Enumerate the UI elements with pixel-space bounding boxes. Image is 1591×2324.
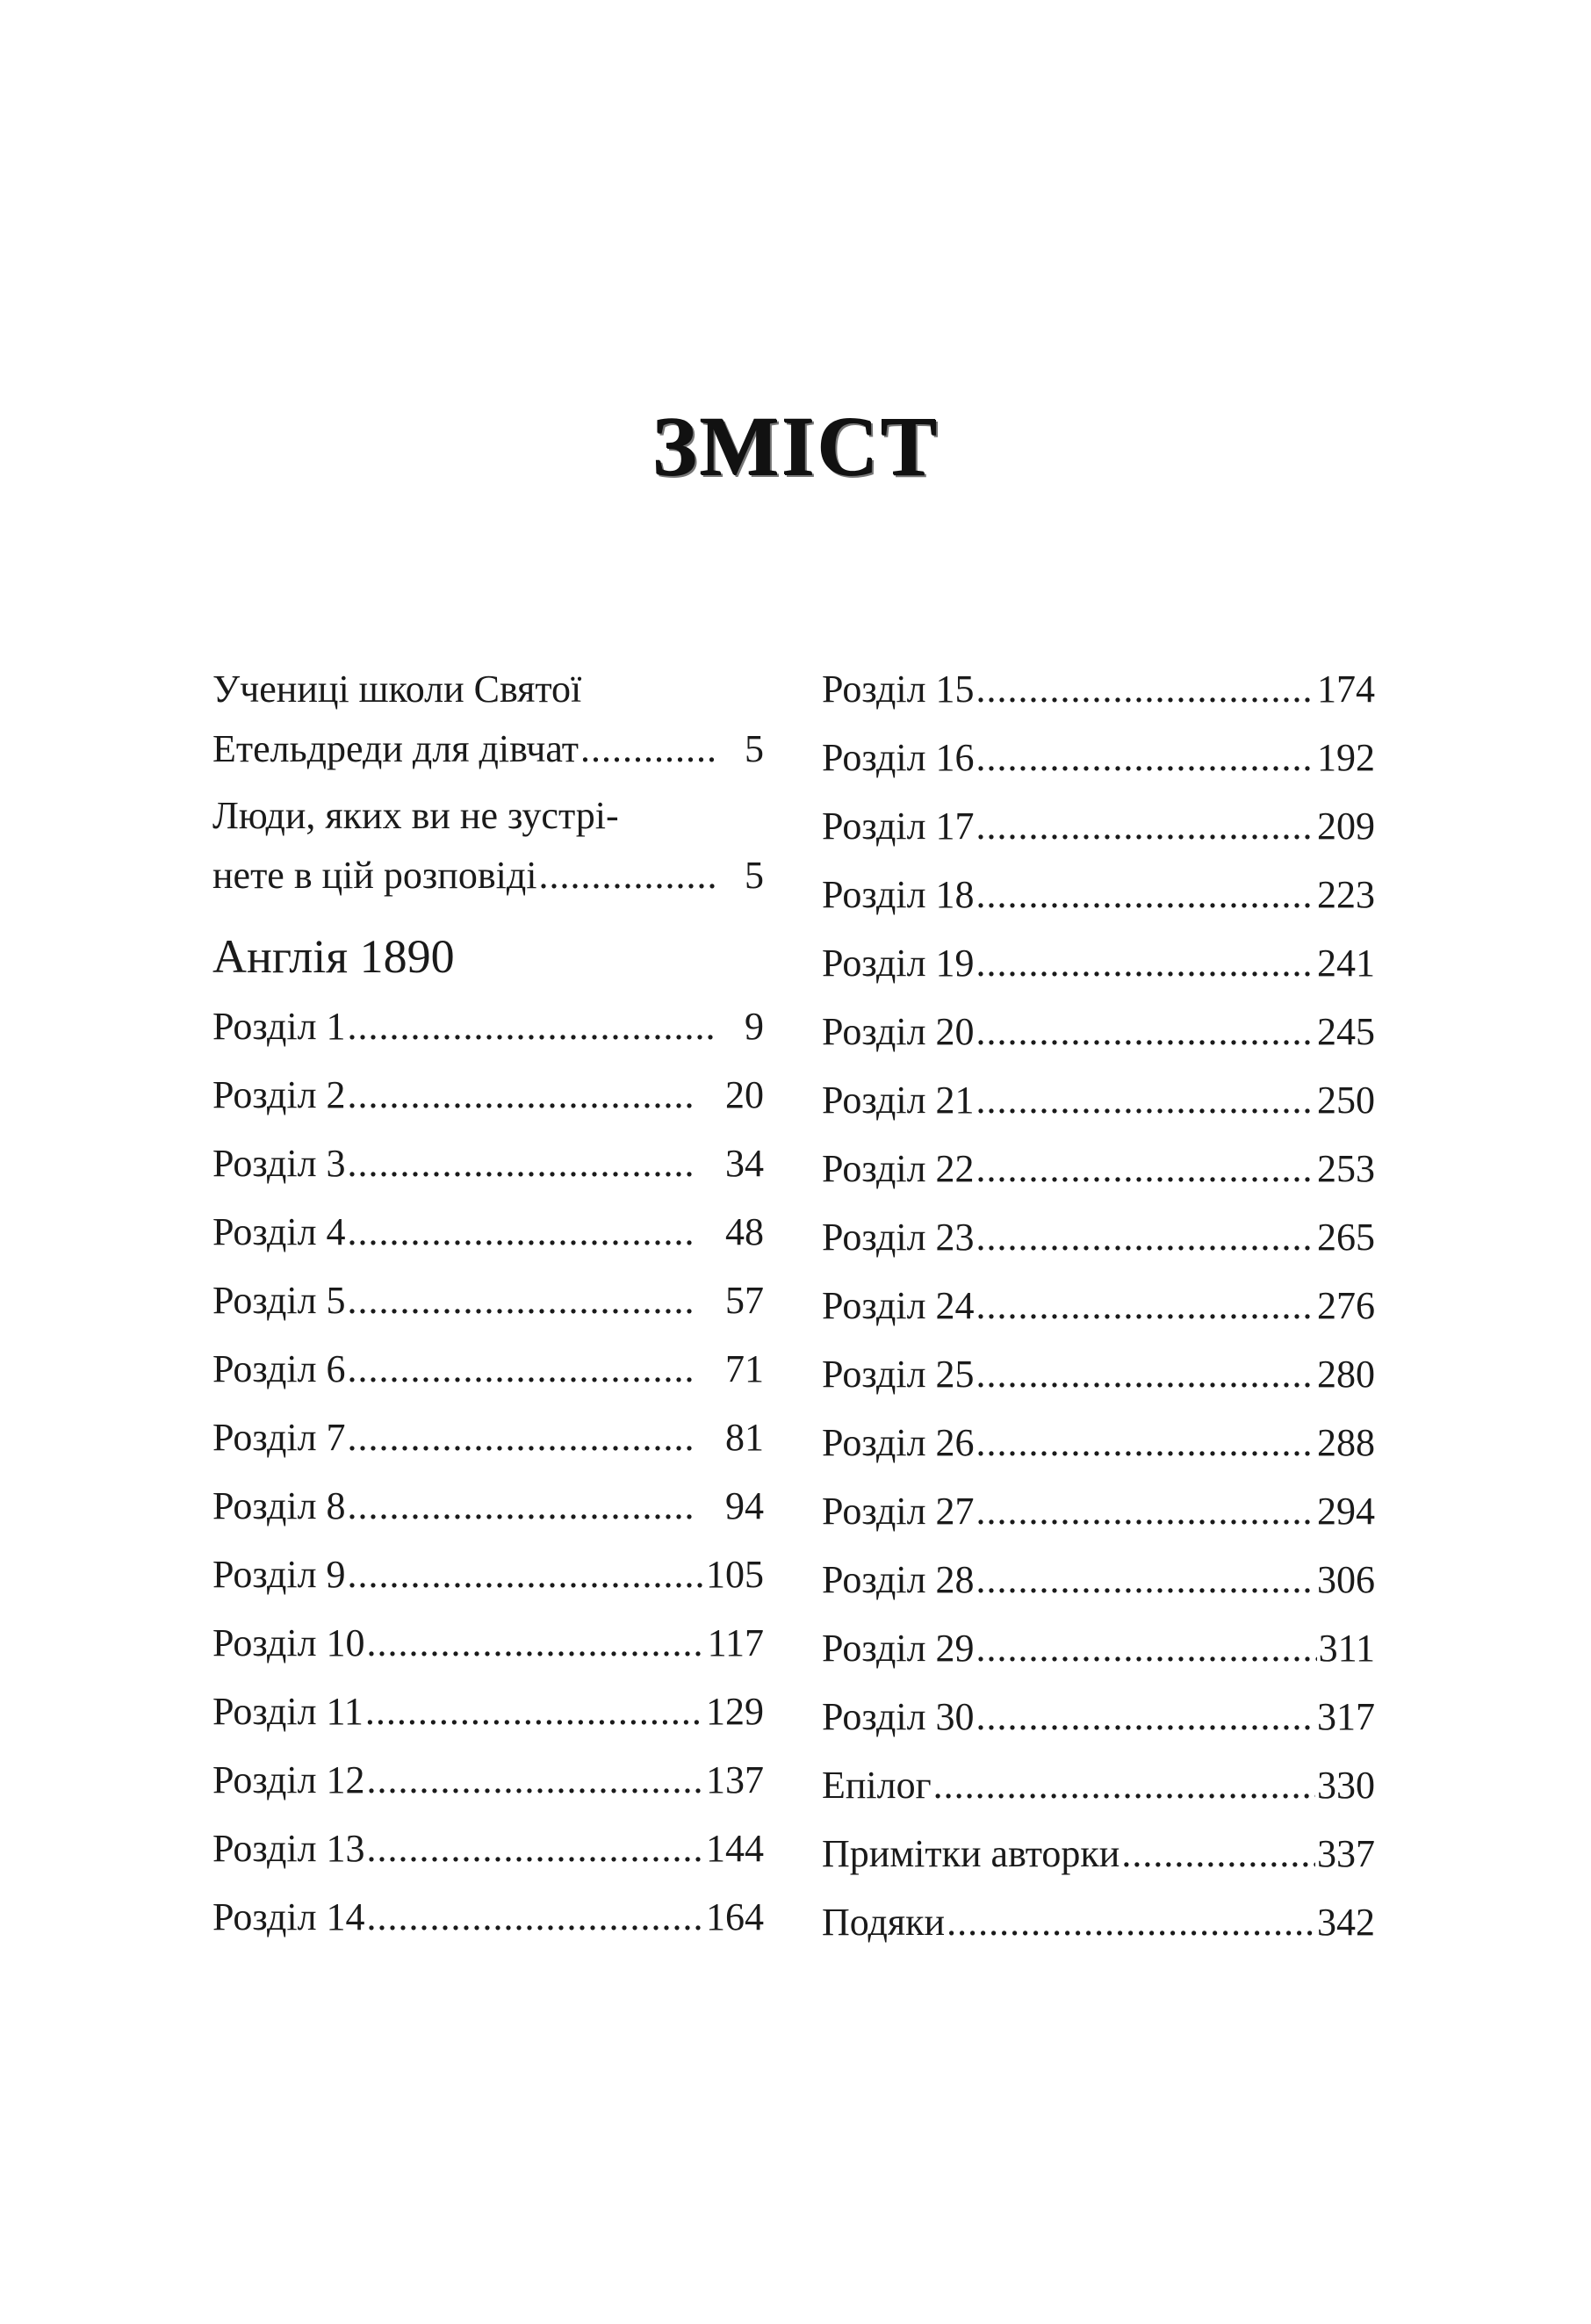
toc-entry-label: Розділ 27 [822,1490,975,1533]
toc-entry-chapter[interactable] [212,1335,764,1404]
toc-leader-dots [976,655,1315,724]
toc-entry-chapter[interactable] [212,1609,764,1678]
toc-entry-chapter[interactable] [822,1135,1375,1203]
toc-leader-dots [348,1404,697,1472]
toc-entry-label: Розділ 23 [822,1216,975,1259]
toc-entry-label: Розділ 29 [822,1627,975,1670]
toc-entry-chapter[interactable] [822,792,1375,861]
toc-entry-label: Розділ 9 [212,1553,346,1596]
toc-entry-page: 81 [725,1416,764,1459]
toc-entry-chapter[interactable] [822,1203,1375,1272]
toc-entry-label: Розділ 13 [212,1827,365,1870]
toc-entry-chapter[interactable] [822,998,1375,1066]
toc-entry-label: Учениці школи Святої [212,668,582,711]
toc-entry-acknowledgements[interactable] [822,1888,1375,1957]
toc-leader-dots [976,1340,1315,1409]
toc-entry-page: 5 [745,727,764,770]
toc-entry-label: Розділ 19 [822,942,975,985]
toc-front-matter-line [212,782,764,850]
toc-entry-page: 223 [1317,873,1375,916]
toc-entry-label: Етельдреди для дівчат [212,727,579,770]
toc-entry-label: Розділ 12 [212,1758,365,1801]
toc-entry-label: Епілог [822,1764,932,1807]
toc-entry-label: Розділ 26 [822,1421,975,1464]
toc-entry-page: 241 [1317,942,1375,985]
toc-entry-label: Розділ 24 [822,1284,975,1327]
toc-entry-page: 5 [745,854,764,897]
toc-entry-page: 164 [706,1895,764,1938]
toc-section-heading: Англія 1890 [212,930,455,983]
toc-entry-page: 144 [706,1827,764,1870]
toc-entry-label: нете в цій розповіді [212,854,537,897]
toc-entry-label: Розділ 10 [212,1621,365,1664]
toc-entry-page: 330 [1317,1764,1375,1807]
toc-entry-chapter[interactable] [212,1130,764,1198]
toc-leader-dots [348,1198,697,1267]
toc-entry-chapter[interactable] [822,861,1375,929]
toc-entry-page: 71 [725,1347,764,1390]
toc-entry-page: 9 [745,1005,764,1048]
toc-leader-dots [976,1203,1315,1272]
toc-leader-dots [348,1267,697,1335]
toc-entry-page: 174 [1317,668,1375,711]
toc-entry-label: Розділ 16 [822,736,975,779]
toc-leader-dots [976,1135,1315,1203]
toc-entry-chapter[interactable] [822,1340,1375,1409]
toc-entry-chapter[interactable] [212,1678,764,1746]
toc-entry-page: 311 [1318,1627,1375,1670]
toc-entry-chapter[interactable] [212,1815,764,1883]
toc-entry-page: 105 [706,1553,764,1596]
toc-entry-page: 137 [706,1758,764,1801]
toc-entry-page: 265 [1317,1216,1375,1259]
toc-entry-author-notes[interactable] [822,1820,1375,1888]
toc-entry-page: 117 [707,1621,764,1664]
toc-entry-page: 192 [1317,736,1375,779]
toc-leader-dots [976,1546,1315,1614]
toc-leader-dots [348,1541,704,1609]
toc-entry-page: 34 [725,1142,764,1185]
toc-entry-page: 337 [1317,1832,1375,1875]
toc-entry-page: 253 [1317,1147,1375,1190]
toc-entry-label: Люди, яких ви не зустрі- [212,794,619,837]
toc-entry-page: 276 [1317,1284,1375,1327]
toc-entry-page: 129 [706,1690,764,1733]
toc-entry-label: Розділ 6 [212,1347,346,1390]
toc-entry-page: 48 [725,1210,764,1253]
toc-entry-page: 288 [1317,1421,1375,1464]
toc-entry-page: 280 [1317,1353,1375,1396]
toc-entry-label: Подяки [822,1901,946,1944]
toc-entry-page: 245 [1317,1010,1375,1053]
toc-entry-page: 209 [1317,805,1375,848]
toc-entry-label: Розділ 7 [212,1416,346,1459]
toc-entry-label: Розділ 8 [212,1484,346,1527]
toc-leader-dots [1121,1820,1315,1888]
toc-leader-dots [976,1614,1317,1683]
toc-entry-chapter[interactable] [212,1198,764,1267]
toc-entry-label: Розділ 25 [822,1353,975,1396]
toc-entry-chapter[interactable] [212,1746,764,1815]
toc-leader-dots [976,1409,1315,1477]
toc-leader-dots [348,1061,697,1130]
toc-entry-chapter[interactable] [212,1061,764,1130]
toc-leader-dots [538,841,716,910]
toc-leader-dots [976,1066,1315,1135]
toc-entry-chapter[interactable] [212,1883,764,1952]
toc-entry-chapter[interactable] [822,1066,1375,1135]
toc-entry-label: Розділ 22 [822,1147,975,1190]
toc-leader-dots [976,998,1315,1066]
toc-entry-label: Розділ 14 [212,1895,365,1938]
toc-entry-page: 342 [1317,1901,1375,1944]
toc-entry-epilogue[interactable] [822,1751,1375,1820]
toc-entry-chapter[interactable] [822,724,1375,792]
toc-leader-dots [367,1883,704,1952]
toc-entry-chapter[interactable] [212,1267,764,1335]
toc-entry-label: Розділ 21 [822,1079,975,1122]
toc-entry-page: 94 [725,1484,764,1527]
toc-entry-label: Розділ 28 [822,1558,975,1601]
toc-entry-label: Розділ 18 [822,873,975,916]
toc-leader-dots [976,1683,1315,1751]
toc-entry-label: Розділ 1 [212,1005,346,1048]
toc-entry-chapter[interactable] [822,1477,1375,1546]
toc-entry-chapter[interactable] [822,1409,1375,1477]
toc-leader-dots [976,1272,1315,1340]
toc-front-matter-line [212,655,764,724]
toc-entry-label: Примітки авторки [822,1832,1120,1875]
toc-leader-dots [367,1815,704,1883]
toc-entry-chapter[interactable] [822,1546,1375,1614]
toc-entry-front-matter-1[interactable] [212,715,764,783]
toc-entry-label: Розділ 15 [822,668,975,711]
toc-entry-label: Розділ 11 [212,1690,364,1733]
toc-leader-dots [976,724,1315,792]
toc-entry-label: Розділ 5 [212,1279,346,1322]
toc-entry-front-matter-2[interactable] [212,841,764,910]
toc-entry-chapter[interactable] [822,1272,1375,1340]
toc-entry-label: Розділ 4 [212,1210,346,1253]
toc-entry-page: 57 [725,1279,764,1322]
toc-entry-page: 317 [1317,1695,1375,1738]
toc-leader-dots [367,1609,706,1678]
toc-leader-dots [348,1130,697,1198]
toc-leader-dots [976,929,1315,998]
toc-leader-dots [348,1335,697,1404]
toc-leader-dots [348,992,716,1061]
toc-entry-chapter[interactable] [822,1614,1375,1683]
toc-leader-dots [976,861,1315,929]
page-title: ЗМІСТ [652,399,939,493]
toc-entry-chapter[interactable] [212,1404,764,1472]
toc-entry-chapter[interactable] [212,1541,764,1609]
toc-entry-label: Розділ 30 [822,1695,975,1738]
toc-entry-page: 306 [1317,1558,1375,1601]
toc-entry-chapter[interactable] [822,655,1375,724]
toc-leader-dots [933,1751,1315,1820]
toc-leader-dots [947,1888,1315,1957]
toc-leader-dots [976,1477,1315,1546]
toc-leader-dots [348,1472,697,1541]
toc-entry-chapter[interactable] [212,1472,764,1541]
toc-entry-page: 250 [1317,1079,1375,1122]
toc-entry-chapter[interactable] [822,929,1375,998]
toc-entry-label: Розділ 3 [212,1142,346,1185]
toc-entry-label: Розділ 17 [822,805,975,848]
toc-entry-label: Розділ 20 [822,1010,975,1053]
toc-entry-page: 20 [725,1073,764,1116]
toc-leader-dots [367,1746,704,1815]
toc-leader-dots [365,1678,704,1746]
toc-leader-dots [580,715,716,783]
toc-leader-dots [976,792,1315,861]
toc-entry-label: Розділ 2 [212,1073,346,1116]
toc-entry-chapter[interactable] [822,1683,1375,1751]
toc-entry-page: 294 [1317,1490,1375,1533]
toc-entry-chapter[interactable] [212,992,764,1061]
